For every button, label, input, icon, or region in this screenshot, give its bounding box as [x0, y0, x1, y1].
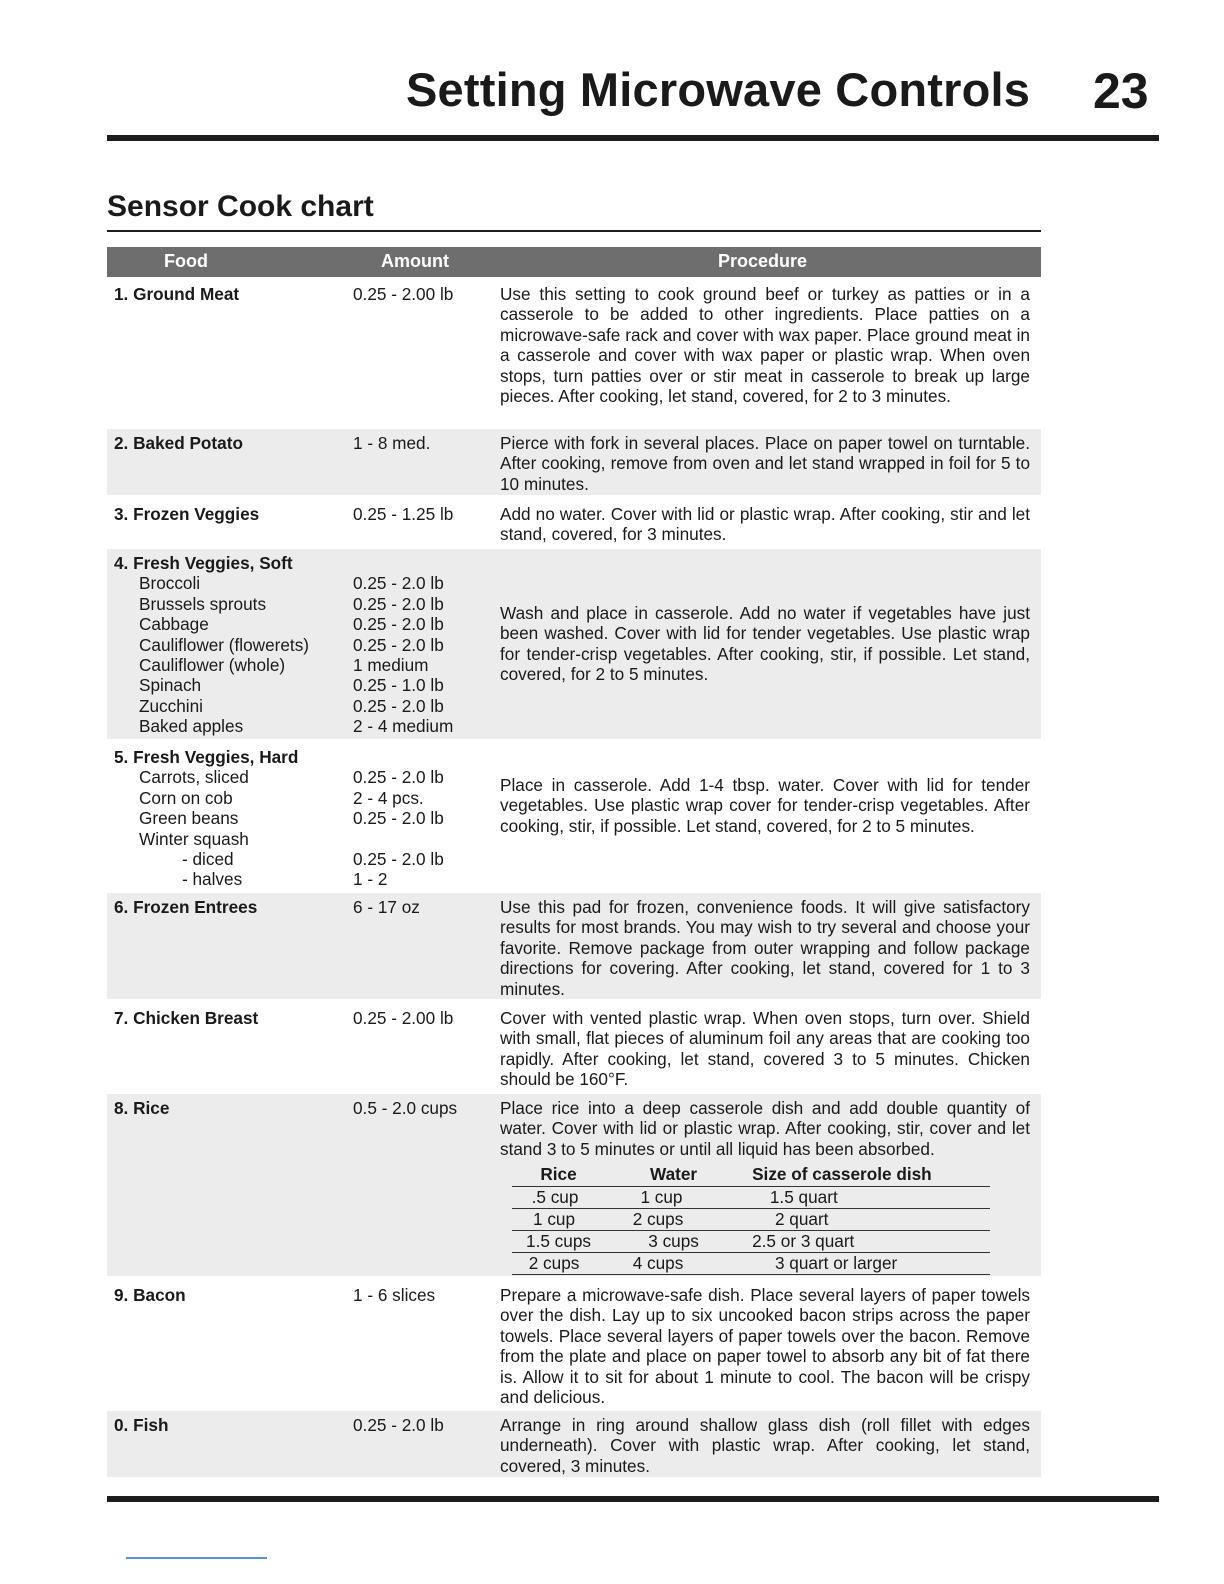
food-procedure: Arrange in ring around shallow glass dish (roll fillet with edges underneath). Cover with plastic wrap. After cooking, let stand, covered, 3 minutes.: [500, 1415, 1030, 1476]
rice-cell: 4 cups: [632, 1253, 684, 1273]
table-row: [107, 743, 1041, 891]
rice-table-row: [512, 1231, 990, 1253]
rice-table-header: [512, 1164, 990, 1187]
amount-group: [353, 747, 488, 890]
rice-header-dish: Size of casserole dish: [752, 1164, 932, 1184]
rice-header-rice: Rice: [540, 1164, 577, 1184]
table-header: [107, 247, 1041, 277]
table-row: [107, 549, 1041, 739]
table-row: [107, 893, 1041, 999]
food-amount: 1 medium: [353, 655, 429, 676]
food-item: Cauliflower (whole): [139, 655, 286, 676]
food-name: 3. Frozen Veggies: [114, 504, 260, 524]
rice-header-water: Water: [649, 1164, 698, 1184]
amount-group: [353, 553, 488, 737]
table-row: [107, 500, 1041, 544]
food-amount: 0.25 - 2.00 lb: [353, 284, 454, 304]
rice-cell: 3 quart or larger: [774, 1253, 898, 1273]
table-row: [107, 429, 1041, 495]
food-name: 7. Chicken Breast: [114, 1008, 259, 1028]
food-amount: 6 - 17 oz: [353, 897, 420, 917]
food-amount: 1 - 6 slices: [353, 1285, 436, 1305]
section-divider: [107, 230, 1041, 232]
food-amount: 0.25 - 2.0 lb: [353, 593, 444, 614]
food-amount: 0.25 - 1.25 lb: [353, 504, 454, 524]
food-amount: 0.25 - 2.0 lb: [353, 1415, 444, 1435]
food-amount: 1 - 8 med.: [353, 433, 431, 453]
food-amount: 0.25 - 2.0 lb: [353, 634, 444, 655]
food-amount: [353, 829, 488, 849]
food-group: [114, 553, 349, 737]
section-title: Sensor Cook chart: [107, 190, 374, 223]
food-amount: 0.25 - 2.00 lb: [353, 1008, 454, 1028]
food-amount: 0.25 - 2.0 lb: [353, 573, 444, 594]
food-amount: 1 - 2: [353, 869, 388, 890]
food-item: Spinach: [139, 675, 202, 696]
food-amount: 0.5 - 2.0 cups: [353, 1098, 458, 1118]
food-item: Cabbage: [139, 614, 209, 635]
food-item: Winter squash: [139, 828, 249, 849]
food-procedure: Place in casserole. Add 1-4 tbsp. water. Cover with lid for tender vegetables. Use plastic wrap cover for tender-crisp vegetables. After cooking, stir, if possible. Let stand, covered, for 2 to 5 minutes.: [500, 775, 1030, 836]
food-amount: 0.25 - 2.0 lb: [353, 808, 444, 829]
food-item: - halves: [182, 869, 243, 890]
page-title: Setting Microwave Controls: [406, 63, 1031, 116]
food-name: 1. Ground Meat: [114, 284, 240, 304]
rice-table-row: [512, 1253, 990, 1275]
food-procedure: Place rice into a deep casserole dish and add double quantity of water. Cover with lid or plastic wrap. After cooking, stir, cover and let stand 3 to 5 minutes or until all liquid has been absorbed.: [500, 1098, 1030, 1159]
food-amount: 2 - 4 pcs.: [353, 787, 424, 808]
food-amount: 0.25 - 2.0 lb: [353, 767, 444, 788]
food-item: Zucchini: [139, 695, 203, 716]
food-amount: 0.25 - 1.0 lb: [353, 675, 444, 696]
food-group: [114, 747, 349, 890]
food-amount: 0.25 - 2.0 lb: [353, 695, 444, 716]
rice-cell: 1 cup: [533, 1209, 576, 1229]
food-procedure: Cover with vented plastic wrap. When oven stops, turn over. Shield with small, flat pieces of aluminum foil any areas that are cooking too rapidly. After cooking, let stand, covered 3 to 5 minutes. Chicken should be 160°F.: [500, 1008, 1030, 1090]
table-row: [107, 1281, 1041, 1407]
food-procedure: Pierce with fork in several places. Place on paper towel on turntable. After cooking, remove from oven and let stand wrapped in foil for 5 to 10 minutes.: [500, 433, 1030, 494]
food-name: 4. Fresh Veggies, Soft: [114, 553, 293, 573]
rice-cell: 2.5 or 3 quart: [752, 1231, 855, 1251]
food-procedure: Wash and place in casserole. Add no water if vegetables have just been washed. Cover with lid for tender vegetables. Use plastic wrap for tender-crisp vegetables. After cooking, stir, if possible. Let stand, covered, for 2 to 5 minutes.: [500, 603, 1030, 685]
footer-mark: [126, 1557, 267, 1559]
food-item: Corn on cob: [139, 787, 233, 808]
top-divider: [107, 135, 1159, 141]
rice-cell: 2 cups: [528, 1253, 580, 1273]
food-amount: 0.25 - 2.0 lb: [353, 849, 444, 870]
page-number: 23: [1093, 63, 1149, 119]
food-name: 9. Bacon: [114, 1285, 186, 1305]
rice-table-row: [512, 1209, 990, 1231]
rice-table-row: [512, 1187, 990, 1209]
column-header-amount: Amount: [381, 251, 449, 271]
food-name: 2. Baked Potato: [114, 433, 243, 453]
rice-cell: 1 cup: [640, 1187, 683, 1207]
food-name: 5. Fresh Veggies, Hard: [114, 747, 299, 767]
rice-cell: 2 quart: [774, 1209, 829, 1229]
food-item: Broccoli: [139, 573, 201, 594]
table-row: [107, 280, 1041, 424]
food-amount: 2 - 4 medium: [353, 716, 454, 737]
food-procedure: Use this setting to cook ground beef or turkey as patties or in a casserole to be added to other ingredients. Place patties on a microwave-safe rack and cover with wax paper. Place ground meat in a casserole and cover with wax paper or plastic wrap. When oven stops, turn patties over or stir meat in casserole to break up large pieces. After cooking, let stand, covered, for 2 to 3 minutes.: [500, 284, 1030, 407]
food-name: 8. Rice: [114, 1098, 170, 1118]
rice-cell: 3 cups: [648, 1231, 699, 1251]
rice-table: [512, 1164, 990, 1275]
food-item: Carrots, sliced: [139, 767, 249, 788]
bottom-divider: [107, 1496, 1159, 1502]
food-procedure: Add no water. Cover with lid or plastic wrap. After cooking, stir and let stand, covered, for 3 minutes.: [500, 504, 1030, 545]
table-row: [107, 1094, 1041, 1276]
food-item: Cauliflower (flowerets): [139, 634, 310, 655]
food-procedure: Use this pad for frozen, convenience foods. It will give satisfactory results for most brands. You may wish to try several and choose your favorite. Remove package from outer wrapping and follow package directions for covering. After cooking, let stand, covered for 1 to 3 minutes.: [500, 897, 1030, 999]
table-row: [107, 1004, 1041, 1090]
food-name: 6. Frozen Entrees: [114, 897, 258, 917]
rice-cell: 2 cups: [632, 1209, 684, 1229]
food-amount: 0.25 - 2.0 lb: [353, 614, 444, 635]
food-item: - diced: [182, 849, 234, 870]
rice-cell: 1.5 cups: [526, 1231, 591, 1251]
food-procedure: Prepare a microwave-safe dish. Place several layers of paper towels over the dish. Lay up to six uncooked bacon strips across the paper towels. Place several layers of paper towels over the bacon. Remove from the plate and place on paper towel to absorb any bit of fat there is. Allow it to sit for about 1 minute to cool. The bacon will be crispy and delicious.: [500, 1285, 1030, 1408]
food-item: Brussels sprouts: [139, 593, 267, 614]
rice-cell: 1.5 quart: [769, 1187, 838, 1207]
table-row: [107, 1411, 1041, 1477]
food-name: 0. Fish: [114, 1415, 169, 1435]
column-header-procedure: Procedure: [718, 251, 808, 271]
column-header-food: Food: [164, 251, 208, 271]
rice-cell: .5 cup: [531, 1187, 579, 1207]
food-item: Baked apples: [139, 716, 244, 737]
food-item: Green beans: [139, 808, 239, 829]
